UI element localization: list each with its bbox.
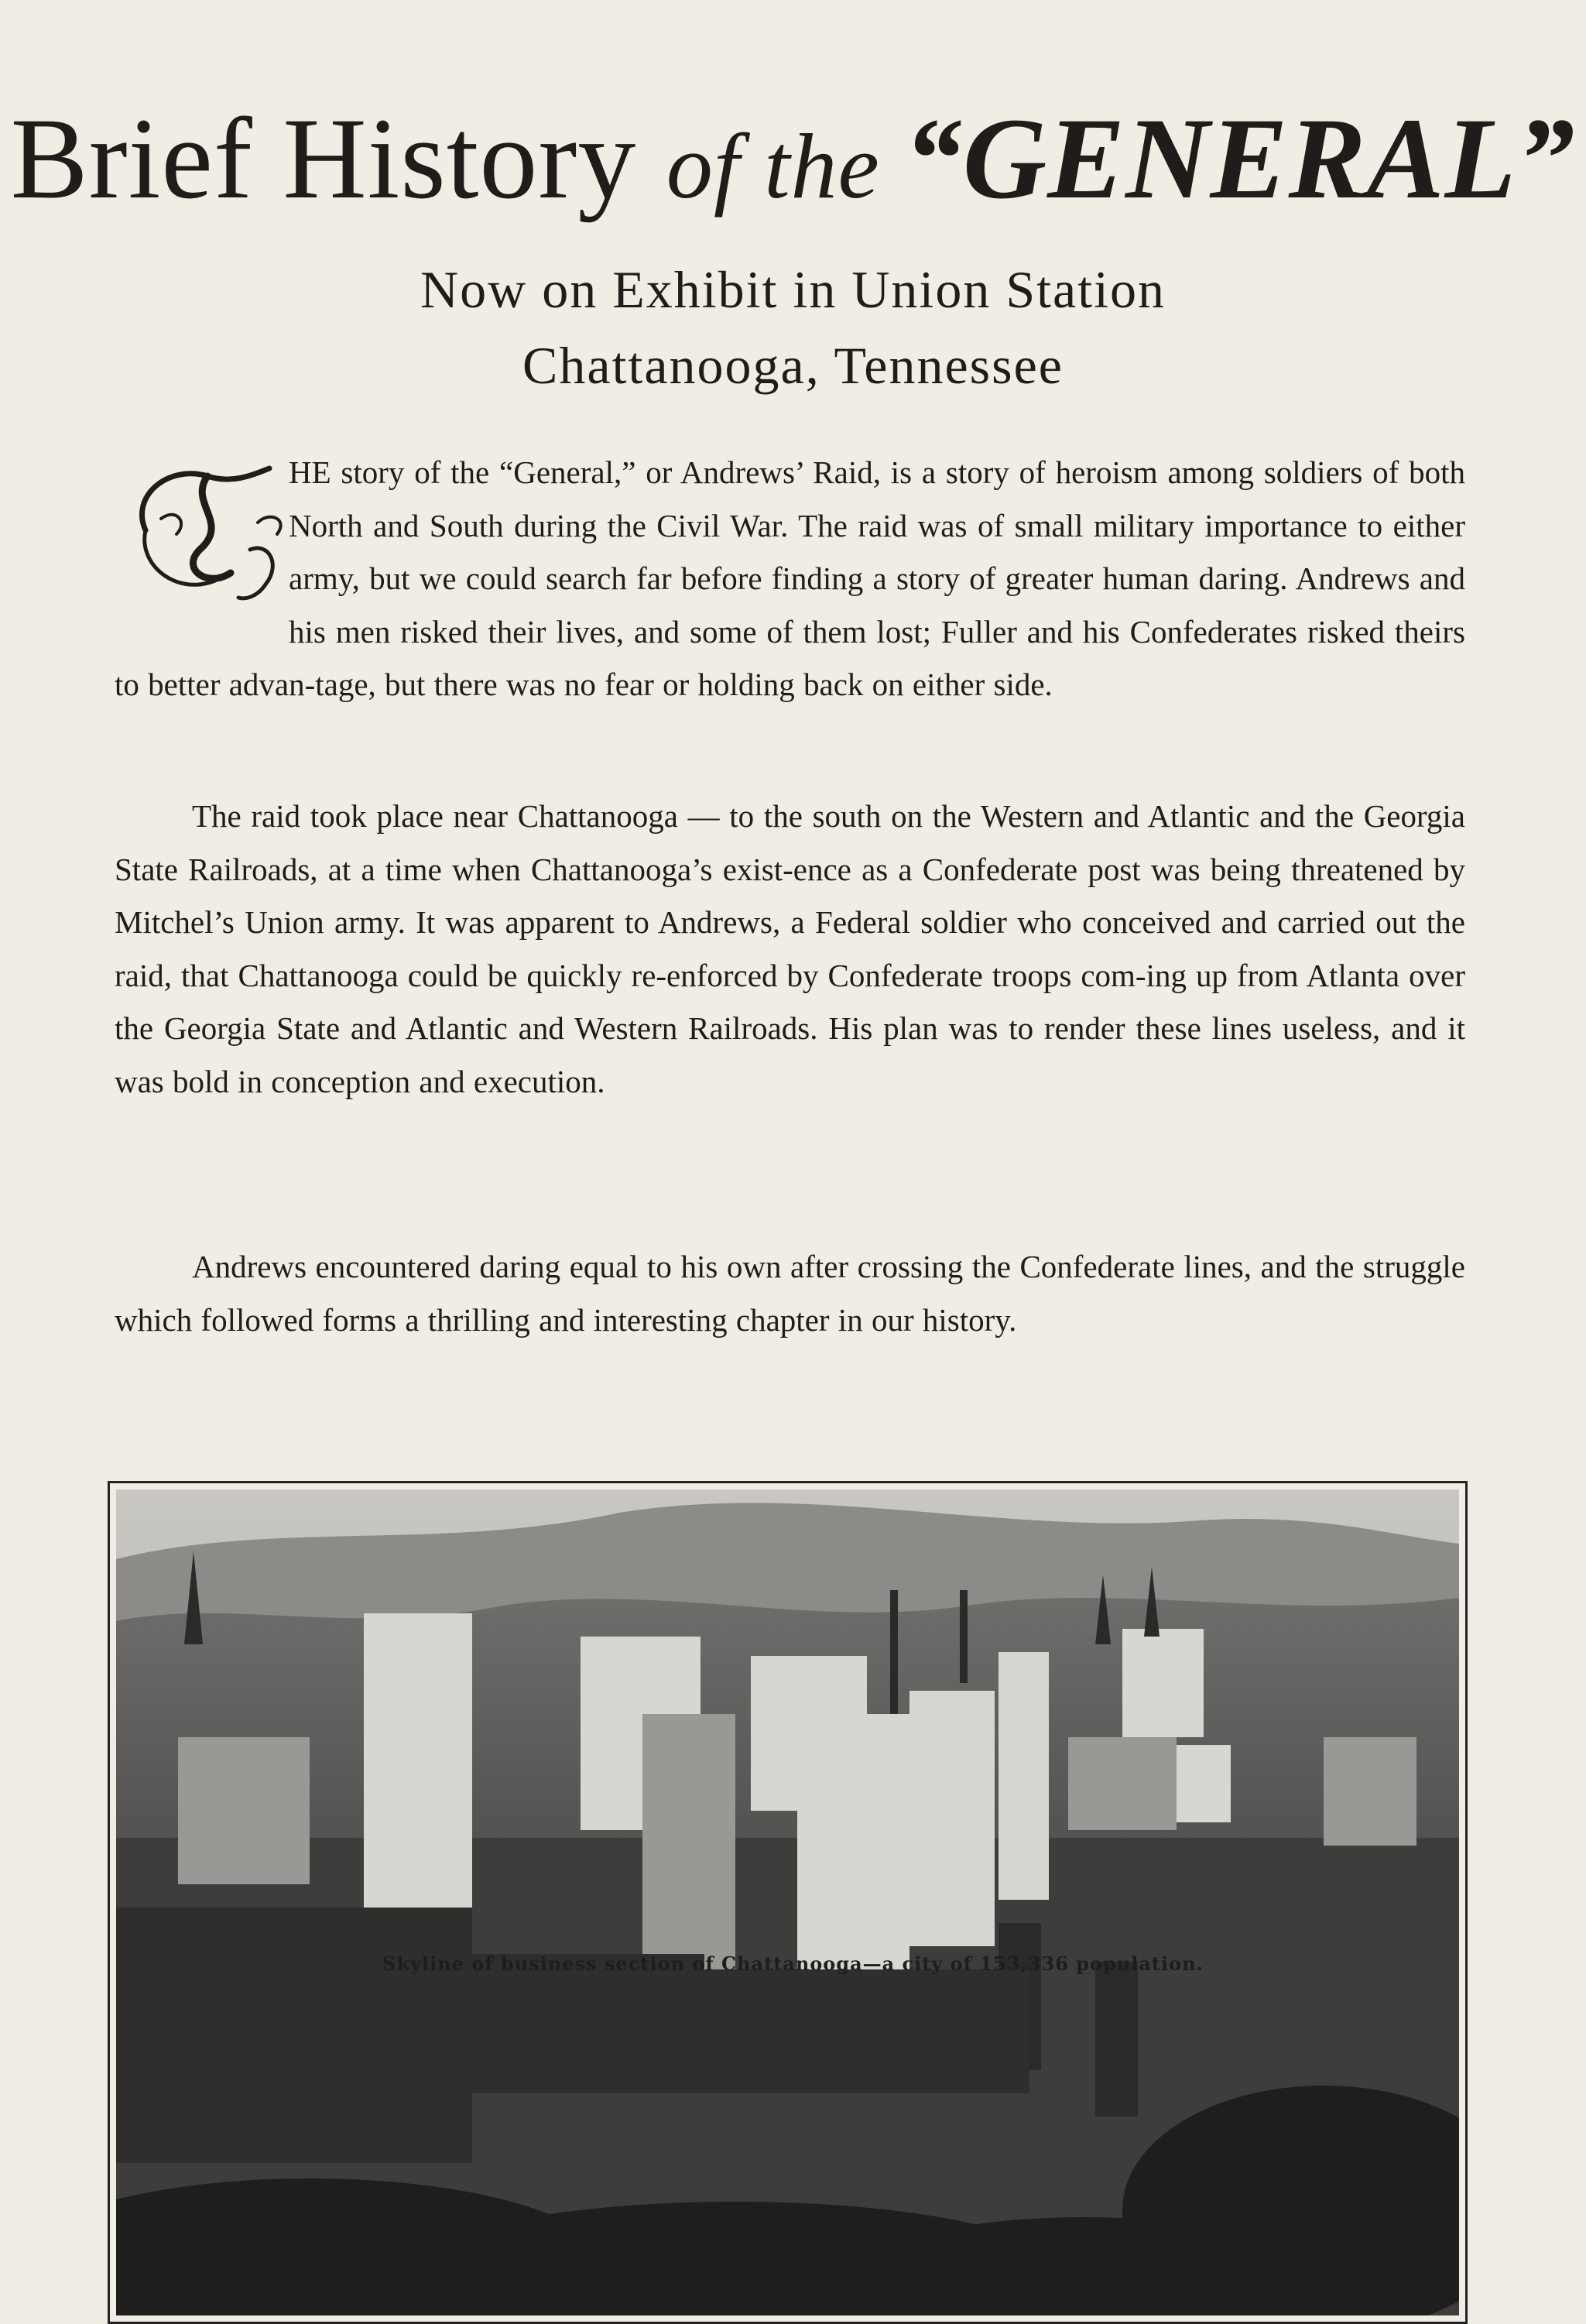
photo-caption: Skyline of business section of Chattanooga—a city of 153,336 population.: [382, 1952, 1204, 1975]
subtitle-line-1: Now on Exhibit in Union Station: [420, 260, 1166, 319]
skyline-photo: [116, 1489, 1459, 2315]
ornamental-initial-t: [115, 449, 289, 608]
paragraph-1-text: HE story of the “General,” or Andrews’ Raid, is a story of heroism among soldiers of both North and South during the Civil War. The raid was of small military importance to either army, but we could search far before finding a story of greater human daring. Andrews and his men risked their lives, and some of them lost; Fuller and his Confederates risked theirs to better advan-tage, but there was no fear or holding back on either side.: [115, 454, 1465, 702]
title-brief-history: Brief History: [10, 94, 666, 223]
paragraph-3: Andrews encountered daring equal to his own after crossing the Confederate lines, and the struggle which followed forms a thrilling and interesting chapter in our history.: [115, 1249, 1465, 1338]
paragraph-1: [115, 446, 1465, 711]
page-title: [0, 94, 1586, 223]
paragraph-2: The raid took place near Chattanooga — to the south on the Western and Atlantic and the Georgia State Railroads, at a time when Chattanooga’s exist-ence as a Confederate post was being threatened by Mitchel’s Union army. It was apparent to Andrews, a Federal soldier who conceived and carried out the raid, that Chattanooga could be quickly re-enforced by Confederate troops com-ing up from Atlanta over the Georgia State and Atlantic and Western Railroads. His plan was to render these lines useless, and it was bold in conception and execution.: [115, 798, 1465, 1099]
skyline-photo-frame: [108, 1481, 1468, 2324]
title-of-the: of the: [666, 115, 904, 218]
title-general: “GENERAL”: [903, 94, 1576, 223]
subtitle-line-2: Chattanooga, Tennessee: [522, 336, 1064, 395]
